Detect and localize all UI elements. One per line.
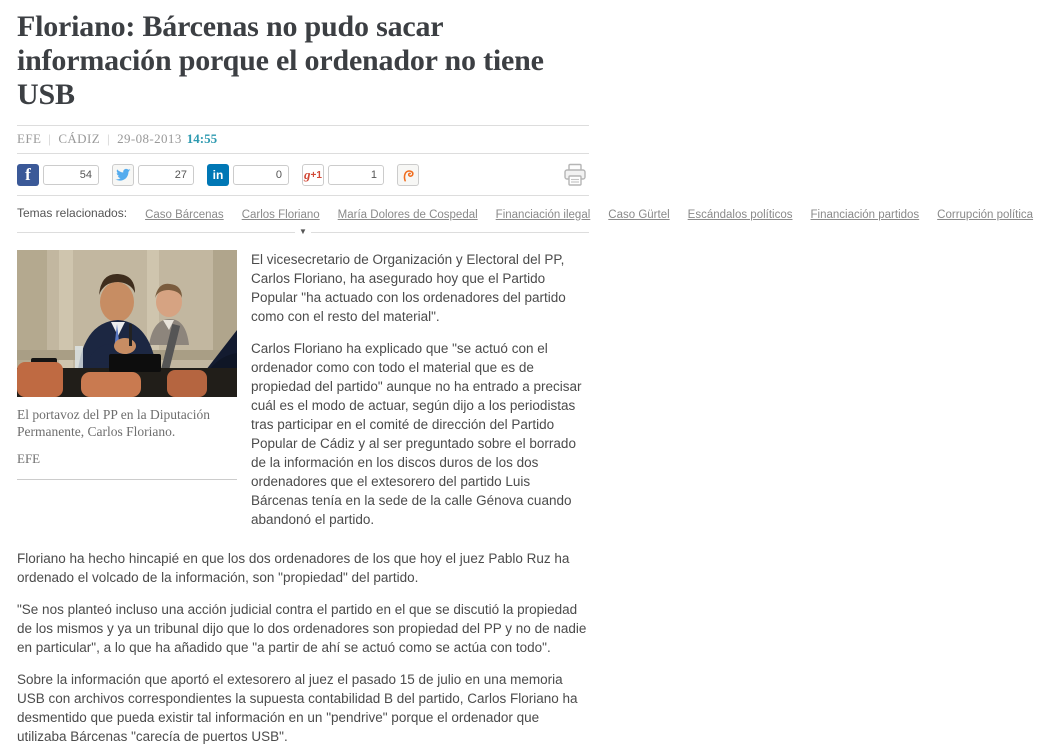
gplus-plusone-label: +1 bbox=[310, 169, 322, 181]
gplus-count[interactable]: 1 bbox=[328, 165, 384, 185]
article-paragraph: Sobre la información que aportó el extesorero al juez el pasado 15 de julio en una memoria USB con archivos correspondientes la supuesta contabilidad B del partido, Carlos Floriano ha desmentido que pueda existir tal información en un "pendrive" porque el ordenador que utilizaba Bárcenas "carecía de puertos USB". bbox=[17, 672, 578, 744]
article-body-top bbox=[17, 250, 589, 542]
article-paragraph: Carlos Floriano ha explicado que "se actuó con el ordenador como con todo el material que es de propiedad del partido" aunque no ha entrado a precisar cuál es el modo de actuar, según dijo a los periodistas tras participar en el comité de dirección del Partido Popular de Cádiz y al ser preguntado sobre el borrado de la información en los discos duros de los dos ordenadores que el extesorero del partido Luis Bárcenas tenía en la sede de la calle Génova cuando abandonó el partido. bbox=[251, 341, 582, 527]
byline-separator: | bbox=[48, 131, 52, 146]
page-title: Floriano: Bárcenas no pudo sacar información porque el ordenador no tiene USB bbox=[17, 10, 544, 111]
related-link-cospedal[interactable]: María Dolores de Cospedal bbox=[337, 209, 478, 221]
facebook-share bbox=[17, 164, 99, 186]
related-topics bbox=[17, 196, 1034, 230]
article-paragraph: Floriano ha hecho hincapié en que los dos ordenadores de los que hoy el juez Pablo Ruz ha ordenado el volcado de la información, son "propiedad" del partido. bbox=[17, 551, 570, 585]
related-link-carlos-floriano[interactable]: Carlos Floriano bbox=[241, 209, 320, 221]
byline bbox=[17, 125, 589, 154]
byline-date: 29-08-2013 bbox=[117, 131, 182, 146]
related-link-corrupcion-politica[interactable]: Corrupción política bbox=[937, 209, 1034, 221]
printer-icon bbox=[561, 163, 589, 187]
related-link-financiacion-ilegal[interactable]: Financiación ilegal bbox=[495, 209, 591, 221]
twitter-count[interactable]: 27 bbox=[138, 165, 194, 185]
collapse-arrow-icon[interactable]: ▼ bbox=[295, 228, 311, 236]
related-topics-links bbox=[136, 205, 1034, 224]
meneame-share bbox=[397, 164, 419, 186]
gplus-g-label: g bbox=[304, 167, 311, 182]
related-topics-label: Temas relacionados: bbox=[17, 206, 128, 220]
photo-caption: El portavoz del PP en la Diputación Permanente, Carlos Floriano. bbox=[17, 407, 210, 439]
linkedin-icon[interactable]: in bbox=[207, 164, 229, 186]
article-body-bottom bbox=[17, 549, 589, 746]
byline-time: 14:55 bbox=[186, 131, 218, 146]
article-paragraph: El vicesecretario de Organización y Electoral del PP, Carlos Floriano, ha asegurado hoy que el Partido Popular "ha actuado con los ordenadores del partido como con el resto del material". bbox=[251, 252, 566, 324]
facebook-count[interactable]: 54 bbox=[43, 165, 99, 185]
linkedin-share bbox=[207, 164, 289, 186]
meneame-figure-icon bbox=[401, 168, 416, 183]
related-link-financiacion-partidos[interactable]: Financiación partidos bbox=[810, 209, 920, 221]
related-link-caso-gurtel[interactable]: Caso Gürtel bbox=[608, 209, 670, 221]
related-link-escandalos-politicos[interactable]: Escándalos políticos bbox=[687, 209, 793, 221]
print-button[interactable] bbox=[561, 163, 589, 187]
article-text-column bbox=[251, 250, 589, 542]
facebook-icon[interactable]: f bbox=[17, 164, 39, 186]
byline-location: CÁDIZ bbox=[58, 131, 101, 146]
twitter-icon[interactable] bbox=[112, 164, 134, 186]
byline-separator: | bbox=[107, 131, 111, 146]
article-paragraph: "Se nos planteó incluso una acción judicial contra el partido en el que se discutió la propiedad de los mismos y ya un tribunal dijo que lo dos ordenadores son propiedad del PP y no de nadie en particular", a lo que ha añadido que "a partir de ahí se actuó como se actúa con todo". bbox=[17, 602, 587, 655]
related-collapse-divider bbox=[17, 227, 589, 236]
share-toolbar bbox=[17, 163, 589, 187]
gplus-icon[interactable] bbox=[302, 164, 324, 186]
linkedin-count[interactable]: 0 bbox=[233, 165, 289, 185]
related-link-caso-barcenas[interactable]: Caso Bárcenas bbox=[145, 209, 224, 221]
photo-credit: EFE bbox=[17, 451, 237, 480]
article-photo bbox=[17, 250, 237, 397]
gplus-share bbox=[302, 164, 384, 186]
twitter-share bbox=[112, 164, 194, 186]
article-figure bbox=[17, 250, 237, 542]
byline-agency: EFE bbox=[17, 131, 42, 146]
meneame-icon[interactable] bbox=[397, 164, 419, 186]
twitter-bird-icon bbox=[115, 167, 131, 183]
